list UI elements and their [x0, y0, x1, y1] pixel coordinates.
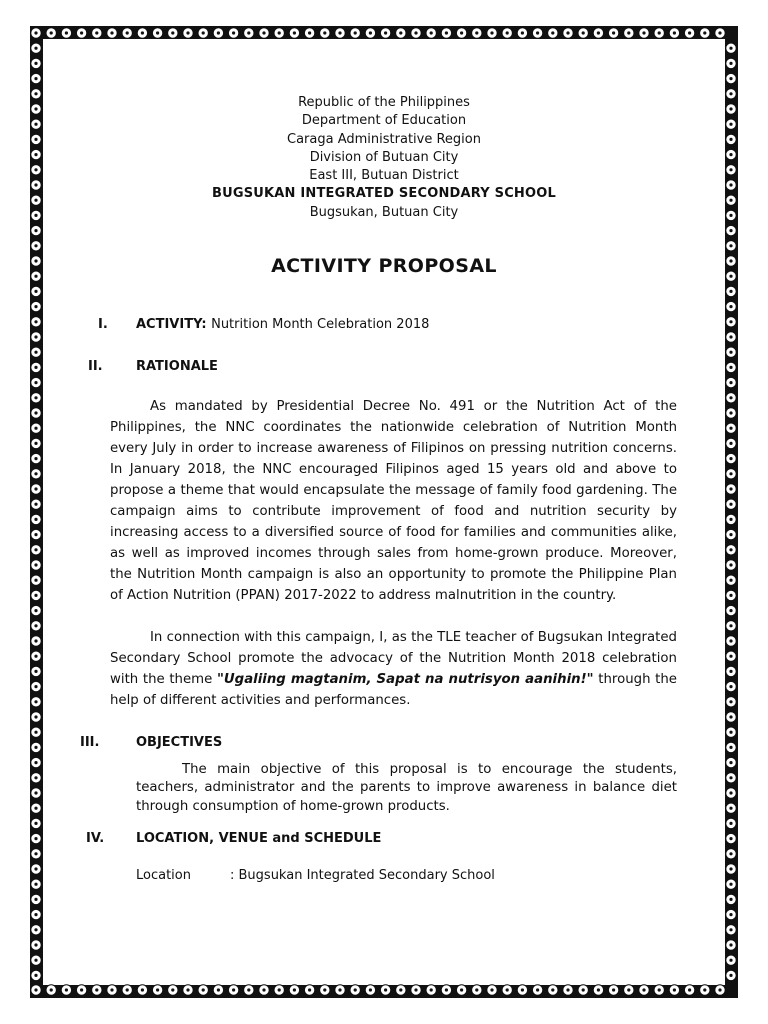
- location-row: [136, 865, 718, 886]
- section-label: LOCATION, VENUE and SCHEDULE: [136, 831, 382, 847]
- rationale-paragraph-1: As mandated by Presidential Decree No. 491 or the Nutrition Act of the Philippines, the NNC coordinates the nationwide celebration of Nutrition Month every July in order to increase awareness of Filipinos on pressing nutrition concerns. In January 2018, the NNC encouraged Filipinos aged 15 years old and above to propose a theme that would encapsulate the message of family food gardening. The campaign aims to contribute improvement of food and nutrition security by increasing access to a diversified source of food for families and communities alike, as well as improved incomes through sales from home-grown produce. Moreover, the Nutrition Month campaign is also an opportunity to promote the Philippine Plan of Action Nutrition (PPAN) 2017-2022 to address malnutrition in the country.: [110, 399, 677, 604]
- rationale-text: In connection with this campaign, I, as the TLE teacher of Bugsukan Integrated Secondary School promote the advocacy of the Nutrition Month 2018 celebration with the theme: [110, 630, 677, 688]
- section-number: II.: [88, 359, 103, 375]
- section-label: [136, 314, 429, 335]
- section-objectives: [50, 732, 718, 753]
- location-key: Location: [136, 868, 191, 884]
- page-title: ACTIVITY PROPOSAL: [271, 255, 497, 278]
- section-location: [50, 828, 718, 849]
- objectives-paragraph: The main objective of this proposal is to encourage the students, teachers, administrator and the parents to improve awareness in balance diet through consumption of home-grown products.: [136, 762, 677, 814]
- theme-text: "Ugaliing magtanim, Sapat na nutrisyon aanihin!": [216, 672, 594, 688]
- school-address: Bugsukan, Butuan City: [309, 204, 459, 220]
- section-number: III.: [80, 735, 100, 751]
- location-value: : Bugsukan Integrated Secondary School: [230, 868, 495, 884]
- header-line: Department of Education: [301, 113, 467, 129]
- section-label: RATIONALE: [136, 359, 218, 375]
- section-number: I.: [98, 317, 108, 333]
- document-page: [50, 50, 718, 980]
- header-line: East III, Butuan District: [309, 168, 459, 184]
- section-rationale: [50, 356, 718, 377]
- rationale-text-end: through the help of different activities and performances.: [110, 672, 677, 709]
- school-name: BUGSUKAN INTEGRATED SECONDARY SCHOOL: [211, 186, 557, 202]
- header-line: Republic of the Philippines: [298, 95, 470, 110]
- rationale-paragraph-2: [110, 627, 677, 711]
- section-label: OBJECTIVES: [136, 735, 223, 751]
- letterhead: [50, 94, 718, 222]
- header-line: Division of Butuan City: [309, 149, 459, 165]
- header-line: Caraga Administrative Region: [287, 131, 481, 147]
- activity-value: Nutrition Month Celebration 2018: [211, 317, 430, 333]
- section-activity: [50, 314, 718, 335]
- section-number: IV.: [86, 831, 105, 847]
- activity-label: ACTIVITY:: [136, 317, 207, 333]
